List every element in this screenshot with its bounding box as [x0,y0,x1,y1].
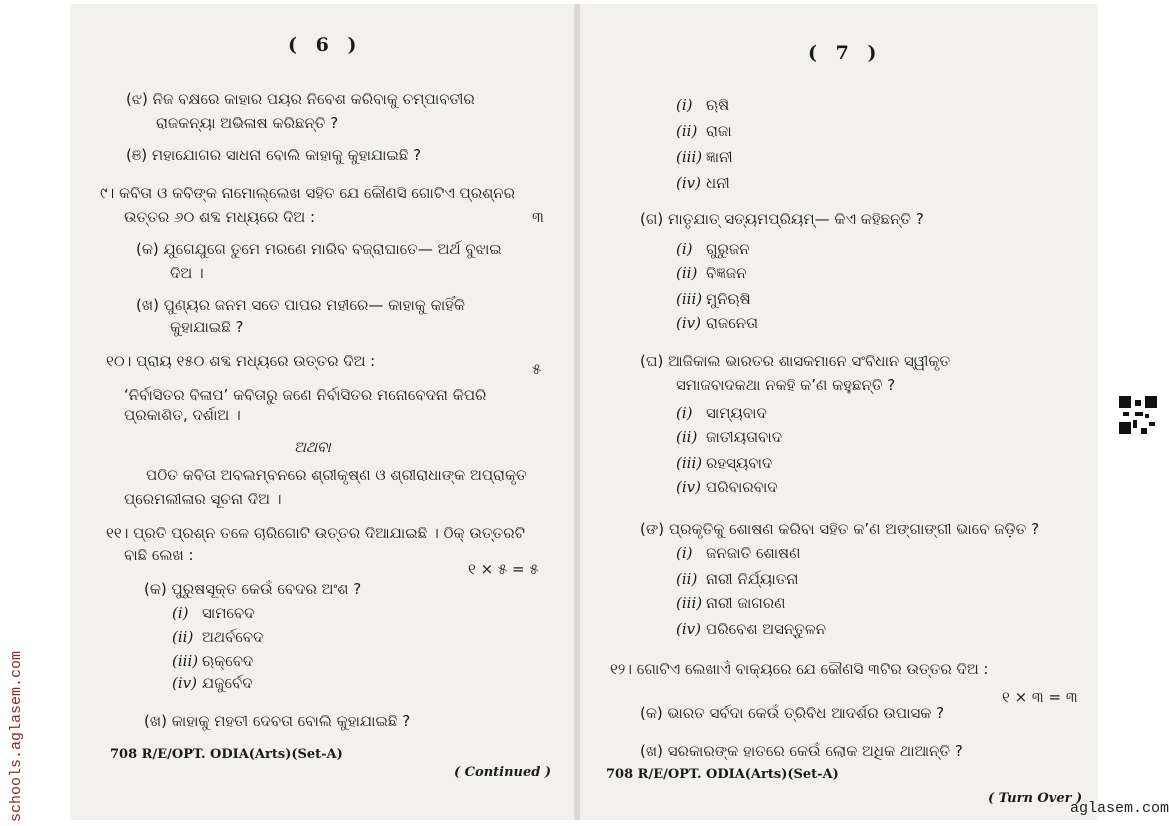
marks: ୧ × ୩ = ୩ [1002,688,1078,706]
question-12: ୧୨। ଗୋଟିଏ ଲେଖାଏଁ ବାକ୍ୟରେ ଯେ କୌଣସି ୩ଟିର ଉତ୍ତର ଦିଅ : [610,660,989,678]
option-text: ରାଜନେତା [706,314,759,332]
footer-note: ( Continued ) [454,765,552,780]
option-num: (iii) [676,290,703,308]
question-line: କୁହାଯାଇଛି ? [170,318,244,336]
option-num: (ii) [676,428,698,446]
option-num: (iii) [676,454,703,472]
option-num: (i) [676,544,693,562]
marks: ୩ [532,208,544,226]
question-line: (କ) ଯୁଗେଯୁଗେ ତୁମେ ମରଣେ ମାରିବ ବଜ୍ରାଘାତେ— ଅର୍ଥ ବୁଝାଇ [136,240,502,258]
option [676,620,826,638]
option-text: ପରିବେଶ ଅସନ୍ତୁଳନ [706,620,827,638]
option [676,96,729,114]
option-num: (iv) [676,620,701,638]
footer-code: 708 R/E/OPT. ODIA(Arts)(Set-A) [606,767,839,782]
option-num: (iv) [676,174,701,192]
option-num: (i) [676,404,693,422]
option-text: ଋକ୍‌ବେଦ [202,652,254,670]
question-line: (ଙ) ପ୍ରକୃତିକୁ ଶୋଷଣ କରିବା ସହିତ କ’ଣ ଅଙ୍ଗାଙ୍ଗୀ ଭାବେ ଜଡ଼ିତ ? [640,520,1040,538]
option-text: ମୁନିଋଷି [706,290,751,308]
question-line: (ଗ) ମାତୃଯାତ୍ ସତ୍ୟମପ୍ରିୟମ୍— କିଏ କହିଛନ୍ତି ? [640,210,924,228]
question-line: ବାଛି ଲେଖ : [124,546,194,564]
question-line: ସମାଜବାଦକଥା ନକହି କ’ଣ କହୁଛନ୍ତି ? [676,376,896,394]
question-10: ୧୦। ପ୍ରାୟ ୧୫୦ ଶବ୍ଦ ମଧ୍ୟରେ ଉତ୍ତର ଦିଅ : [106,352,376,370]
question-line: (ଖ) ପୁଣ୍ୟର ଜନମ ସତେ ପାପର ମହୀରେ— କାହାକୁ କାହିଁକି [136,296,465,314]
option-num: (i) [676,240,693,258]
side-watermark: schools.aglasem.com [8,650,25,822]
option-text: ନାରୀ ଜାଗରଣ [706,594,786,612]
question-line: (ଞ) ମହାଯୋଗର ସାଧନା ବୋଲି କାହାକୁ କୁହାଯାଇଛି ? [126,146,422,164]
option [676,264,747,282]
question-9: ୯। କବିତା ଓ କବିଙ୍କ ନାମୋଲ୍ଲେଖ ସହିତ ଯେ କୌଣସି ଗୋଟିଏ ପ୍ରଶ୍ନର [100,184,516,202]
option [676,174,730,192]
option-text: ସାମ୍ୟବାଦ [706,404,767,422]
option [676,570,798,588]
option [676,290,751,308]
question-line: (ଖ) ସରକାରଙ୍କ ହାତରେ କେଉଁ ଲୋକ ଅଧିକ ଥାଆନ୍ତି ? [640,742,963,760]
option-text: ଜାତୀୟତାବାଦ [706,428,783,446]
option-text: ଧନୀ [706,174,730,192]
question-line: (ଝ) ନିଜ ବକ୍ଷରେ କାହାର ପୟର ନିବେଶ କରିବାକୁ ଚମ୍ପାବତୀର [126,90,475,108]
option-text: ରହସ୍ୟବାଦ [706,454,773,472]
option-text: ଜ୍ଞାନୀ [706,148,733,166]
option-num: (iii) [676,148,703,166]
option-text: ଋଷି [706,96,730,114]
question-line: (କ) ପୁରୁଷସୂକ୍ତ କେଉଁ ବେଦର ଅଂଶ ? [144,580,362,598]
option-num: (i) [676,96,693,114]
question-line: ପଠିତ କବିତା ଅବଲମ୍ବନରେ ଶ୍ରୀକୃଷ୍ଣ ଓ ଶ୍ରୀରାଧାଙ୍କ ଅପ୍ରାକୃତ [146,466,527,484]
option [172,652,253,670]
option-text: ବିଜ୍ଞଜନ [706,264,747,282]
option [676,454,772,472]
page-number-7: ( 7 ) [808,42,883,64]
question-line: ପ୍ରକାଶିତ, ଦର୍ଶାଅ । [124,406,241,424]
option-num: (ii) [676,264,698,282]
option-text: ଜନଜାତି ଶୋଷଣ [706,544,801,562]
option-text: ରାଜା [706,122,732,140]
question-line: ପ୍ରେମଲୀଳାର ସୂଚନା ଦିଅ । [124,490,282,508]
question-line: ରାଜକନ୍ୟା ଅଭିଳାଷ କରିଛନ୍ତି ? [156,114,339,132]
question-line: (ଖ) କାହାକୁ ମହତୀ ଦେବତା ବୋଲି କୁହାଯାଇଛି ? [144,712,411,730]
question-line: ‘ନିର୍ବାସିତର ବିଳାପ’ କବିତାରୁ ଜଣେ ନିର୍ବାସିତର ମନୋବେଦନା କିପରି [124,386,487,404]
option-num: (ii) [172,628,194,646]
option-num: (iv) [676,478,701,496]
question-line: (ଘ) ଆଜିକାଲ ଭାରତର ଶାସକମାନେ ସଂବିଧାନ ସ୍ୱୀକୃତ [640,352,951,370]
option [172,674,253,692]
option-text: ସାମବେଦ [202,604,255,622]
footer-code: 708 R/E/OPT. ODIA(Arts)(Set-A) [110,747,343,762]
page-gutter [574,4,580,820]
question-11: ୧୧। ପ୍ରତି ପ୍ରଶ୍ନ ତଳେ ଚାରିଗୋଟି ଉତ୍ତର ଦିଆଯାଇଛି । ଠିକ୍ ଉତ୍ତରଟି [106,524,525,542]
qr-code-icon [1119,396,1157,434]
option [676,240,750,258]
question-line: ଉତ୍ତର ୬୦ ଶବ୍ଦ ମଧ୍ୟରେ ଦିଅ : [124,208,316,226]
marks: ୧ × ୫ = ୫ [468,560,539,578]
option-num: (iv) [676,314,701,332]
option-num: (ii) [676,570,698,588]
option-text: ଗୁରୁଜନ [706,240,750,258]
option-text: ଯଜୁର୍ବେଦ [202,674,253,692]
option [676,478,778,496]
option [676,314,758,332]
option-num: (iii) [676,594,703,612]
question-line: (କ) ଭାରତ ସର୍ବଦା କେଉଁ ତ୍ରିବିଧ ଆଦର୍ଶର ଉପାସକ ? [640,704,945,722]
question-line: ଦିଅ । [170,264,204,282]
option [676,594,785,612]
option [172,604,255,622]
option [676,148,733,166]
option-num: (i) [172,604,189,622]
option-num: (iii) [172,652,199,670]
footer-note: ( Turn Over ) [988,791,1083,806]
option-num: (iv) [172,674,197,692]
marks: ୫ [532,360,542,378]
page-number-6: ( 6 ) [288,34,363,56]
option-text: ପରିବାରବାଦ [706,478,778,496]
option [676,404,767,422]
option [676,428,782,446]
bottom-watermark: aglasem.com [1070,800,1169,817]
option-text: ଅଥର୍ବବେଦ [202,628,264,646]
option [172,628,263,646]
option-text: ନାରୀ ନିର୍ଯ୍ୟାତନା [706,570,799,588]
option [676,544,800,562]
option [676,122,732,140]
or-separator: ଅଥବା [294,438,331,456]
option-num: (ii) [676,122,698,140]
